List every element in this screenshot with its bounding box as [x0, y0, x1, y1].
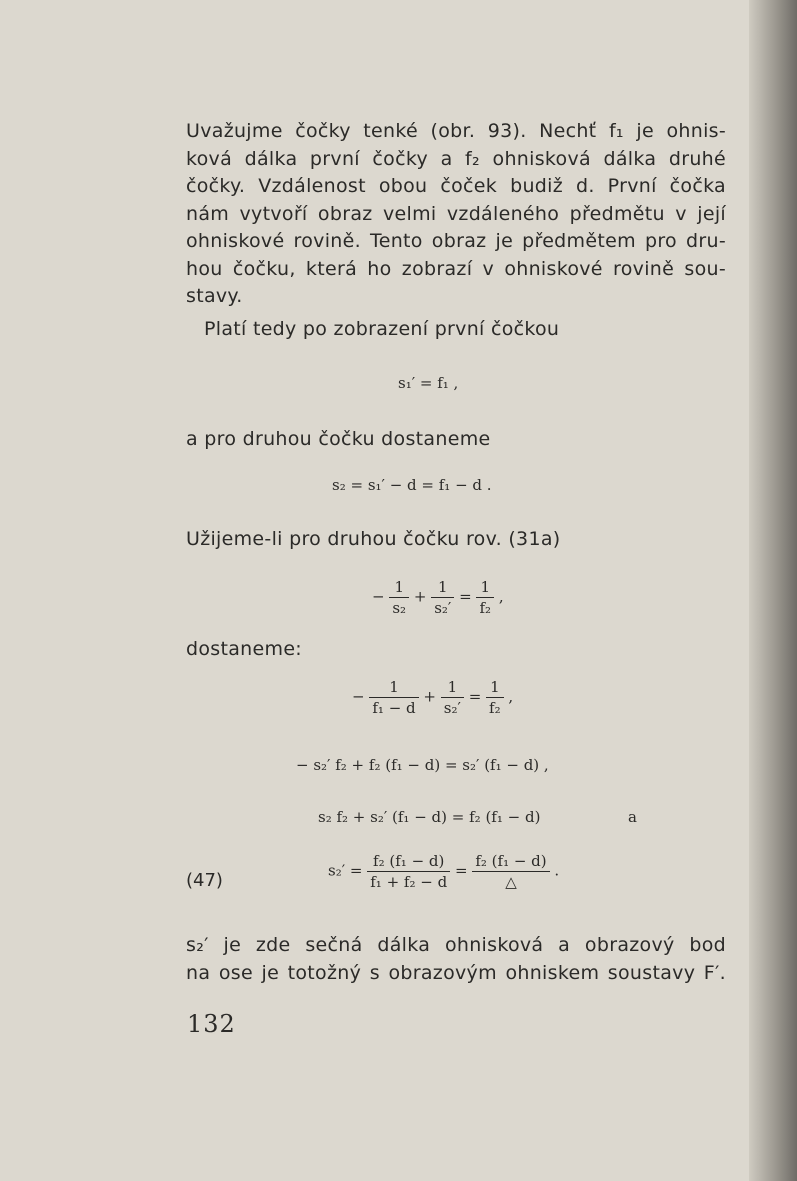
- equals-sign: =: [454, 861, 468, 880]
- paragraph-conclusion: [186, 932, 726, 987]
- numerator: 1: [394, 578, 404, 596]
- equals-sign: =: [459, 587, 472, 606]
- text-line: nám vytvoří obraz velmi vzdáleného předmětu v její: [186, 202, 726, 225]
- fraction: [369, 678, 418, 717]
- fraction: [476, 578, 494, 617]
- equation-6-suffix: a: [628, 808, 637, 826]
- text-plati: Platí tedy po zobrazení první čočkou: [204, 318, 560, 340]
- text-line: ková dálka první čočky a f₂ ohnisková dálka druhé: [186, 147, 726, 170]
- denominator: f₂: [476, 597, 494, 617]
- numerator: 1: [389, 678, 399, 696]
- text-line: ohniskové rovině. Tento obraz je předmětem pro dru-: [186, 230, 726, 252]
- text-uzijeme: Užijeme-li pro druhou čočku rov. (31a): [186, 528, 561, 550]
- equation-3: [372, 578, 504, 617]
- fraction: [367, 852, 450, 891]
- equation-5: − s₂′ f₂ + f₂ (f₁ − d) = s₂′ (f₁ − d) ,: [296, 756, 549, 774]
- text-dostaneme: dostaneme:: [186, 638, 303, 660]
- equation-lhs: s₂′ =: [328, 861, 363, 880]
- page-number: 132: [187, 1010, 236, 1038]
- fraction: [389, 578, 409, 617]
- equation-number: (47): [186, 870, 223, 891]
- fraction: [431, 578, 454, 617]
- numerator: 1: [438, 578, 448, 596]
- page-edge-shadow: [749, 0, 797, 1181]
- minus-sign: −: [352, 687, 365, 706]
- equation-6: s₂ f₂ + s₂′ (f₁ − d) = f₂ (f₁ − d): [318, 808, 541, 826]
- numerator: 1: [447, 678, 458, 696]
- denominator: s₂′: [441, 697, 464, 717]
- comma: ,: [508, 687, 514, 706]
- plus-sign: +: [413, 587, 427, 606]
- fraction: [472, 852, 549, 891]
- denominator: f₂: [486, 697, 504, 717]
- equation-7: [328, 852, 559, 891]
- denominator: f₁ − d: [369, 697, 418, 717]
- text-line: stavy.: [186, 285, 243, 307]
- numerator: f₂ (f₁ − d): [475, 852, 547, 870]
- paragraph-intro: [186, 118, 726, 311]
- equals-sign: =: [468, 687, 482, 706]
- text-line: hou čočku, která ho zobrazí v ohniskové rovině sou-: [186, 257, 726, 280]
- minus-sign: −: [372, 587, 385, 606]
- denominator: △: [472, 871, 549, 891]
- numerator: 1: [490, 678, 500, 696]
- denominator: s₂: [389, 597, 409, 617]
- fraction: [486, 678, 504, 717]
- denominator: s₂′: [431, 597, 454, 617]
- period: .: [554, 861, 560, 880]
- text-line: Uvažujme čočky tenké (obr. 93). Nechť f₁ je ohnis-: [186, 120, 726, 142]
- text-line: čočky. Vzdálenost obou čoček budiž d. První čočka: [186, 175, 726, 197]
- numerator: 1: [480, 578, 491, 596]
- equation-1: s₁′ = f₁ ,: [398, 374, 459, 392]
- text-druhou: a pro druhou čočku dostaneme: [186, 428, 491, 450]
- comma: ,: [498, 587, 504, 606]
- equation-2: s₂ = s₁′ − d = f₁ − d .: [332, 476, 492, 494]
- text-line: na ose je totožný s obrazovým ohniskem soustavy F′.: [186, 961, 726, 984]
- plus-sign: +: [423, 687, 436, 706]
- text-line: s₂′ je zde sečná dálka ohnisková a obrazový bod: [186, 934, 726, 956]
- fraction: [441, 678, 464, 717]
- numerator: f₂ (f₁ − d): [373, 852, 445, 870]
- equation-4: [352, 678, 513, 717]
- denominator: f₁ + f₂ − d: [367, 871, 450, 891]
